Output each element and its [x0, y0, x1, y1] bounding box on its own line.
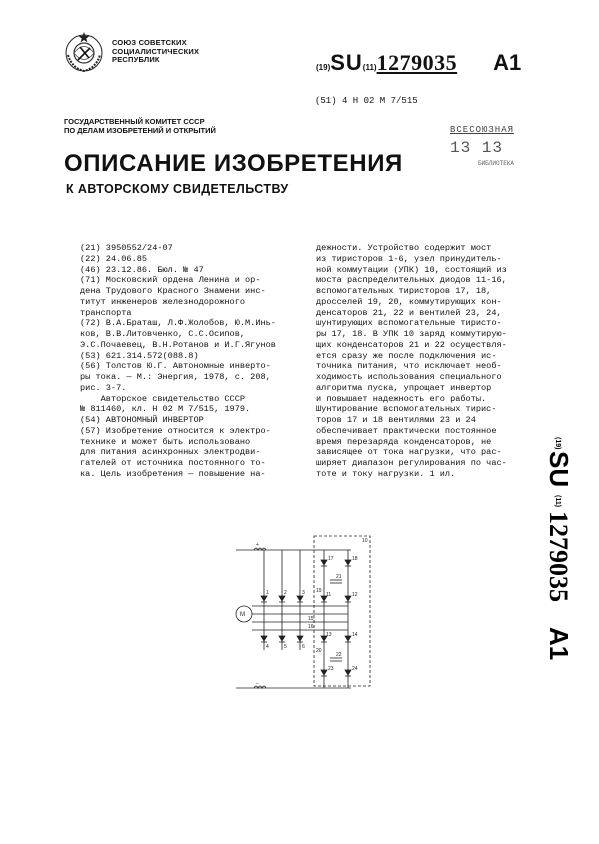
plus-label: +: [256, 542, 259, 548]
label-13: 13: [326, 632, 332, 638]
committee-name: ГОСУДАРСТВЕННЫЙ КОМИТЕТ СССР ПО ДЕЛАМ ИЗОБРЕТЕНИЙ И ОТКРЫТИЙ: [64, 117, 216, 135]
side-document-number: [530, 435, 590, 670]
label-16: 16: [308, 624, 314, 630]
kind-code: A1: [493, 50, 522, 75]
biblio-line: № 811460, кл. Н 02 М 7/515, 1979.: [80, 404, 251, 415]
label-23: 23: [328, 666, 334, 672]
abstract-line: (57) Изобретение относится к электро-: [80, 425, 271, 436]
biblio-line: (71) Московский ордена Ленина и ор-: [80, 275, 261, 286]
label-24: 24: [352, 666, 358, 672]
label-15: 15: [308, 616, 314, 622]
document-subtitle: К АВТОРСКОМУ СВИДЕТЕЛЬСТВУ: [66, 182, 289, 196]
biblio-line: (22) 24.06.85: [80, 253, 148, 264]
biblio-line: (53) 621.314.572(088.8): [80, 350, 199, 361]
side-country: SU: [544, 451, 574, 488]
abstract-line: тоте и току нагрузки. 1 ил.: [316, 468, 456, 479]
ipc-classification: (51) 4 Н 02 М 7/515: [315, 96, 418, 106]
document-number: [316, 50, 521, 76]
abstract-line: зависящее от тока нагрузки, что рас-: [316, 447, 502, 458]
biblio-line: дена Трудового Красного Знамени инс-: [80, 286, 266, 296]
label-18: 18: [352, 556, 358, 562]
label-1: 1: [266, 590, 269, 596]
abstract-line: дежности. Устройство содержит мост: [316, 243, 492, 253]
biblio-line: ры тока. — М.: Энергия, 1978, с. 208,: [80, 372, 271, 382]
label-6: 6: [302, 644, 305, 650]
biblio-line: (46) 23.12.86. Бюл. № 47: [80, 264, 204, 275]
side-number: 1279035: [544, 511, 573, 602]
document-title: ОПИСАНИЕ ИЗОБРЕТЕНИЯ: [64, 150, 403, 177]
abstract-line: дросселей 19, 20, коммутирующих кон-: [316, 296, 502, 307]
side-code-11: (11): [554, 495, 561, 508]
circuit-diagram: [226, 530, 376, 700]
side-kind: A1: [544, 627, 574, 661]
ussr-emblem: [62, 30, 106, 74]
abstract-line: ной коммутации (УПК) 10, состоящий из: [316, 264, 507, 275]
label-3: 3: [302, 590, 305, 596]
minus-label: −: [256, 681, 259, 687]
code-11: (11): [362, 63, 377, 72]
abstract-line: и повышает надежность его работы.: [316, 393, 487, 404]
abstract-line: для питания асинхронных электродви-: [80, 447, 261, 458]
abstract-line: технике и может быть использовано: [80, 436, 251, 447]
abstract-line: шунтирующих вспомогательные тиристо-: [316, 318, 502, 329]
abstract-line: из тиристоров 1-6, узел принудитель-: [316, 253, 502, 264]
union-name: СОЮЗ СОВЕТСКИХ СОЦИАЛИСТИЧЕСКИХ РЕСПУБЛИК: [112, 38, 200, 64]
label-12: 12: [352, 592, 358, 598]
label-21: 21: [336, 574, 342, 580]
abstract-line: торов 17 и 18 вентилями 23 и 24: [316, 415, 476, 425]
abstract-column: [316, 243, 548, 480]
label-4: 4: [266, 644, 269, 650]
biblio-line: (54) АВТОНОМНЫЙ ИНВЕРТОР: [80, 415, 204, 425]
upk-label: 10: [362, 538, 368, 544]
biblio-line: ков, В.В.Литовченко, С.С.Осипов,: [80, 329, 246, 339]
label-20: 20: [316, 648, 322, 654]
side-code-19: (19): [554, 437, 561, 450]
abstract-line: гателей от источника постоянного то-: [80, 458, 266, 468]
abstract-line: ка. Цель изобретения — повышение на-: [80, 468, 266, 479]
code-19: (19): [316, 63, 331, 72]
abstract-line: денсаторов 21, 22 и вентилей 23, 24,: [316, 307, 502, 318]
abstract-line: обеспечивает практически постоянное: [316, 425, 497, 436]
abstract-line: щих конденсаторов 21 и 22 осуществля-: [316, 339, 507, 350]
abstract-line: ходимость использования специального: [316, 372, 502, 382]
abstract-line: вспомогательных тиристоров 17, 18,: [316, 286, 492, 296]
library-stamp: ВСЕСОЮЗНАЯ 13 13 БИБЛИОТЕКА: [450, 125, 515, 167]
biblio-line: Э.С.Почаевец, В.Н.Ротанов и И.Г.Ягунов: [80, 339, 276, 350]
biblio-line: титут инженеров железнодорожного: [80, 296, 246, 307]
biblio-line: Авторское свидетельство СССР: [80, 393, 246, 404]
abstract-line: алгоритма пуска, упрощает инвертор: [316, 382, 492, 393]
label-2: 2: [284, 590, 287, 596]
biblio-line: (56) Толстов Ю.Г. Автономные инверто-: [80, 361, 271, 372]
abstract-line: ется сразу же после подключения ис-: [316, 350, 497, 361]
label-11: 11: [326, 592, 332, 598]
label-5: 5: [284, 644, 287, 650]
biblio-line: (21) 3950552/24-07: [80, 243, 173, 253]
abstract-line: ры 17, 18. В УПК 10 заряд коммутирую-: [316, 329, 507, 339]
abstract-line: время перезаряда конденсаторов, не: [316, 436, 492, 447]
biblio-line: рис. 3-7.: [80, 382, 127, 393]
label-22: 22: [336, 652, 342, 658]
label-19: 19: [316, 588, 322, 594]
label-14: 14: [352, 632, 358, 638]
label-17: 17: [328, 556, 334, 562]
abstract-line: Шунтирование вспомогательных тирис-: [316, 404, 497, 415]
abstract-line: ширяет диапазон регулирования по час-: [316, 458, 507, 468]
biblio-line: (72) В.А.Браташ, Л.Ф.Жолобов, Ю.М.Инь-: [80, 318, 276, 329]
biblio-line: транспорта: [80, 307, 132, 318]
country-code: SU: [330, 50, 363, 75]
abstract-line: моста распределительных диодов 11-16,: [316, 275, 507, 286]
patent-number: 1279035: [376, 50, 458, 75]
abstract-line: точника питания, что исключает необ-: [316, 361, 502, 372]
svg-text:M: M: [240, 612, 245, 618]
bibliographic-column: [80, 243, 300, 480]
